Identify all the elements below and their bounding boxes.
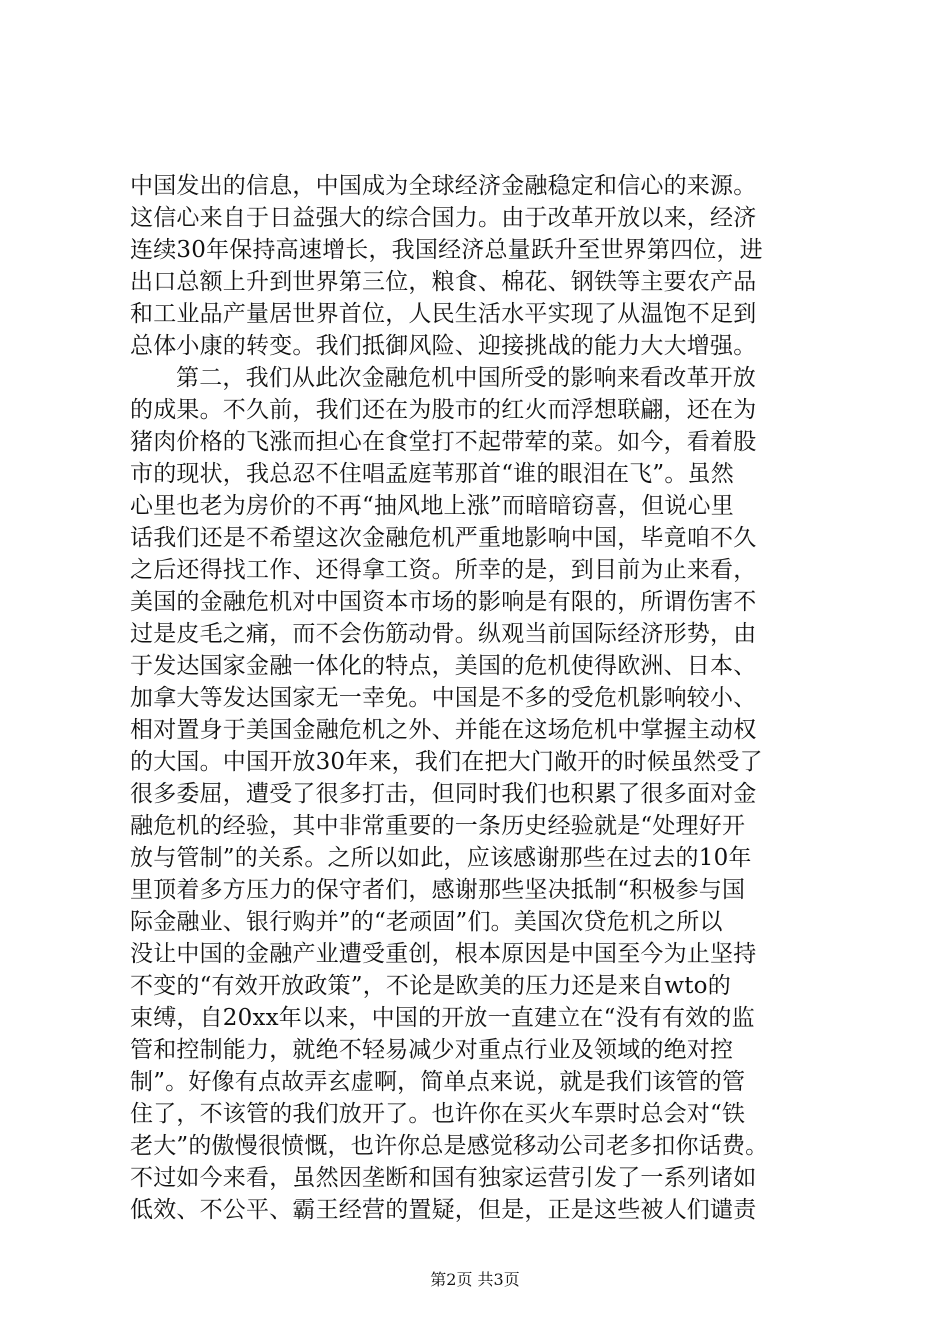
text-line: 低效、不公平、霸王经营的置疑，但是，正是这些被人们谴责 — [130, 1197, 757, 1223]
text-line: 连续30年保持高速增长，我国经济总量跃升至世界第四位，进 — [130, 237, 763, 263]
page-number-label: 第2页 共3页 — [430, 1270, 520, 1289]
text-line: 际金融业、银行购并”的“老顽固”们。美国次贷危机之所以 — [130, 909, 723, 935]
text-line: 管和控制能力，就绝不轻易减少对重点行业及领域的绝对控 — [130, 1037, 734, 1063]
text-line: 话我们还是不希望这次金融危机严重地影响中国，毕竟咱不久 — [130, 525, 757, 551]
text-line: 的成果。不久前，我们还在为股市的红火而浮想联翩，还在为 — [130, 397, 757, 423]
paragraph-start-line: 第二，我们从此次金融危机中国所受的影响来看改革开放 — [176, 365, 756, 391]
document-body — [130, 170, 830, 1226]
text-line: 相对置身于美国金融危机之外、并能在这场危机中掌握主动权 — [130, 717, 757, 743]
text-line: 制”。好像有点故弄玄虚啊，简单点来说，就是我们该管的管 — [130, 1069, 746, 1095]
text-line: 里顶着多方压力的保守者们，感谢那些坚决抵制“积极参与国 — [130, 877, 746, 903]
text-line: 老大”的傲慢很愤慨，也许你总是感觉移动公司老多扣你话费。 — [130, 1133, 769, 1159]
text-line: 心里也老为房价的不再“抽风地上涨”而暗暗窃喜，但说心里 — [130, 493, 734, 519]
text-line: 于发达国家金融一体化的特点，美国的危机使得欧洲、日本、 — [130, 653, 757, 679]
text-line: 放与管制”的关系。之所以如此，应该感谢那些在过去的10年 — [130, 845, 752, 871]
text-line: 融危机的经验，其中非常重要的一条历史经验就是“处理好开 — [130, 813, 746, 839]
page-footer — [0, 1270, 950, 1290]
text-line: 猪肉价格的飞涨而担心在食堂打不起带荤的菜。如今，看着股 — [130, 429, 757, 455]
text-line: 住了，不该管的我们放开了。也许你在买火车票时总会对“铁 — [130, 1101, 746, 1127]
text-line: 中国发出的信息，中国成为全球经济金融稳定和信心的来源。 — [130, 173, 757, 199]
text-line: 市的现状，我总忍不住唱孟庭苇那首“谁的眼泪在飞”。虽然 — [130, 461, 734, 487]
text-line: 没让中国的金融产业遭受重创，根本原因是中国至今为止坚持 — [130, 941, 757, 967]
text-line: 出口总额上升到世界第三位，粮食、棉花、钢铁等主要农产品 — [130, 269, 757, 295]
text-line: 总体小康的转变。我们抵御风险、迎接挑战的能力大大增强。 — [130, 333, 757, 359]
text-line: 不过如今来看，虽然因垄断和国有独家运营引发了一系列诸如 — [130, 1165, 757, 1191]
text-line: 和工业品产量居世界首位，人民生活水平实现了从温饱不足到 — [130, 301, 757, 327]
text-line: 很多委屈，遭受了很多打击，但同时我们也积累了很多面对金 — [130, 781, 757, 807]
text-line: 不变的“有效开放政策”，不论是欧美的压力还是来自wto的 — [130, 973, 731, 999]
text-line: 美国的金融危机对中国资本市场的影响是有限的，所谓伤害不 — [130, 589, 757, 615]
text-line: 这信心来自于日益强大的综合国力。由于改革开放以来，经济 — [130, 205, 757, 231]
text-line: 的大国。中国开放30年来，我们在把大门敞开的时候虽然受了 — [130, 749, 763, 775]
text-line: 束缚，自20xx年以来，中国的开放一直建立在“没有有效的监 — [130, 1005, 755, 1031]
text-line: 过是皮毛之痛，而不会伤筋动骨。纵观当前国际经济形势，由 — [130, 621, 757, 647]
text-line: 加拿大等发达国家无一幸免。中国是不多的受危机影响较小、 — [130, 685, 757, 711]
text-line: 之后还得找工作、还得拿工资。所幸的是，到目前为止来看， — [130, 557, 757, 583]
